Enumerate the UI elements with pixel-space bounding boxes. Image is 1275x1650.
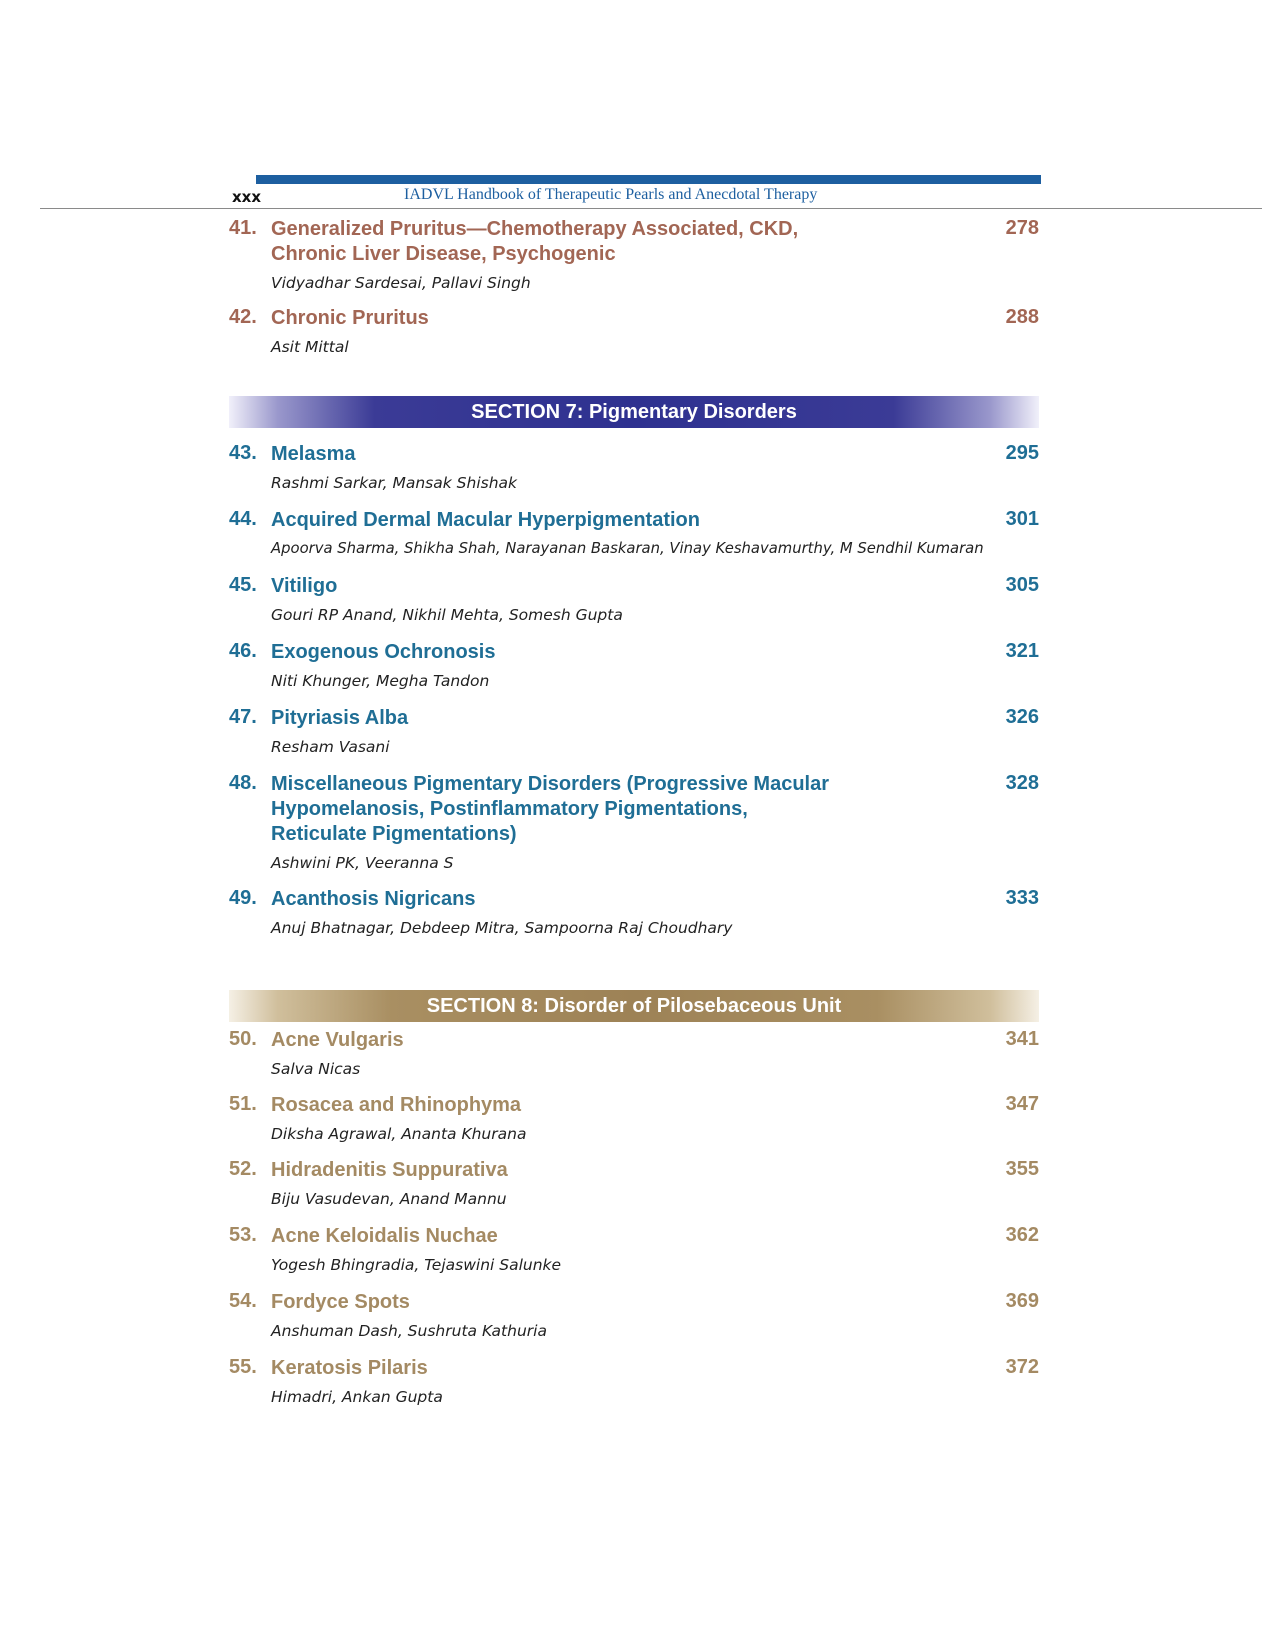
toc-entry[interactable] bbox=[229, 442, 1039, 493]
section-8-header bbox=[229, 990, 1039, 1022]
toc-entry[interactable] bbox=[229, 1224, 1039, 1275]
entry-page[interactable]: 326 bbox=[1005, 706, 1039, 728]
entry-number: 43. bbox=[229, 442, 257, 464]
header-top-bar bbox=[256, 175, 1041, 184]
entry-title[interactable]: Chronic Pruritus bbox=[271, 307, 429, 329]
entry-page[interactable]: 278 bbox=[1005, 217, 1039, 239]
toc-entry[interactable] bbox=[229, 1290, 1039, 1341]
entry-authors: Anshuman Dash, Sushruta Kathuria bbox=[271, 1322, 547, 1340]
entry-title[interactable]: Hidradenitis Suppurativa bbox=[271, 1159, 508, 1181]
entry-page[interactable]: 321 bbox=[1005, 640, 1039, 662]
entry-title[interactable]: Exogenous Ochronosis bbox=[271, 641, 496, 663]
header-rule bbox=[40, 208, 1262, 209]
entry-title[interactable]: Acquired Dermal Macular Hyperpigmentation bbox=[271, 509, 700, 531]
entry-authors: Gouri RP Anand, Nikhil Mehta, Somesh Gupta bbox=[271, 606, 623, 624]
entry-authors: Ashwini PK, Veeranna S bbox=[271, 854, 454, 872]
entry-authors: Biju Vasudevan, Anand Mannu bbox=[271, 1190, 507, 1208]
entry-page[interactable]: 295 bbox=[1005, 442, 1039, 464]
section-7-title: SECTION 7: Pigmentary Disorders bbox=[471, 401, 797, 423]
toc-entry[interactable] bbox=[229, 508, 1039, 559]
entry-authors: Yogesh Bhingradia, Tejaswini Salunke bbox=[271, 1256, 562, 1274]
entry-number: 49. bbox=[229, 887, 257, 909]
entry-title[interactable]: Pityriasis Alba bbox=[271, 707, 409, 729]
entry-number: 46. bbox=[229, 640, 257, 662]
entry-authors: Salva Nicas bbox=[271, 1060, 361, 1078]
entry-page[interactable]: 369 bbox=[1005, 1290, 1039, 1312]
entry-number: 54. bbox=[229, 1290, 257, 1312]
toc-entry[interactable] bbox=[229, 217, 1039, 293]
entry-number: 45. bbox=[229, 574, 257, 596]
section-8-title: SECTION 8: Disorder of Pilosebaceous Unit bbox=[426, 995, 842, 1017]
entry-title[interactable]: Acanthosis Nigricans bbox=[271, 888, 476, 910]
section-7-header bbox=[229, 396, 1039, 428]
toc-entry[interactable] bbox=[229, 1356, 1039, 1407]
entry-title[interactable]: Melasma bbox=[271, 443, 356, 465]
entry-title[interactable]: Miscellaneous Pigmentary Disorders (Progressive Macular Hypomelanosis, Postinflammatory Pigmentations, Reticulate Pigmentations) bbox=[271, 773, 829, 845]
entry-number: 50. bbox=[229, 1028, 257, 1050]
entry-number: 52. bbox=[229, 1158, 257, 1180]
entry-page[interactable]: 355 bbox=[1005, 1158, 1039, 1180]
entry-number: 47. bbox=[229, 706, 257, 728]
entry-number: 48. bbox=[229, 772, 257, 794]
entry-authors: Diksha Agrawal, Ananta Khurana bbox=[271, 1125, 527, 1143]
toc-entry[interactable] bbox=[229, 1028, 1039, 1079]
toc-entry[interactable] bbox=[229, 1093, 1039, 1144]
entry-page[interactable]: 362 bbox=[1005, 1224, 1039, 1246]
entry-number: 42. bbox=[229, 306, 257, 328]
entry-title[interactable]: Generalized Pruritus—Chemotherapy Associated, CKD, Chronic Liver Disease, Psychogenic bbox=[271, 218, 799, 265]
entry-number: 55. bbox=[229, 1356, 257, 1378]
entry-page[interactable]: 328 bbox=[1005, 772, 1039, 794]
toc-entry[interactable] bbox=[229, 306, 1039, 357]
entry-authors: Rashmi Sarkar, Mansak Shishak bbox=[271, 474, 518, 492]
entry-page[interactable]: 333 bbox=[1005, 887, 1039, 909]
toc-entry[interactable] bbox=[229, 1158, 1039, 1209]
entry-page[interactable]: 301 bbox=[1005, 508, 1039, 530]
entry-title[interactable]: Acne Vulgaris bbox=[271, 1029, 404, 1051]
entry-page[interactable]: 372 bbox=[1005, 1356, 1039, 1378]
entry-title[interactable]: Rosacea and Rhinophyma bbox=[271, 1094, 522, 1116]
entry-authors: Vidyadhar Sardesai, Pallavi Singh bbox=[271, 274, 531, 292]
entry-number: 51. bbox=[229, 1093, 257, 1115]
toc-entry[interactable] bbox=[229, 887, 1039, 938]
toc-entry[interactable] bbox=[229, 574, 1039, 625]
entry-authors: Anuj Bhatnagar, Debdeep Mitra, Sampoorna Raj Choudhary bbox=[271, 919, 733, 937]
entry-title[interactable]: Keratosis Pilaris bbox=[271, 1357, 428, 1379]
entry-authors: Niti Khunger, Megha Tandon bbox=[271, 672, 490, 690]
entry-authors: Resham Vasani bbox=[271, 738, 390, 756]
running-title: IADVL Handbook of Therapeutic Pearls and Anecdotal Therapy bbox=[404, 186, 818, 203]
entry-title[interactable]: Vitiligo bbox=[271, 575, 338, 597]
entry-page[interactable]: 288 bbox=[1005, 306, 1039, 328]
page-number: xxx bbox=[232, 188, 262, 206]
entry-page[interactable]: 347 bbox=[1005, 1093, 1039, 1115]
entry-authors: Himadri, Ankan Gupta bbox=[271, 1388, 443, 1406]
entry-number: 41. bbox=[229, 217, 257, 239]
toc-entry[interactable] bbox=[229, 706, 1039, 757]
toc-entry[interactable] bbox=[229, 772, 1039, 873]
entry-page[interactable]: 305 bbox=[1005, 574, 1039, 596]
entry-page[interactable]: 341 bbox=[1005, 1028, 1039, 1050]
entry-number: 53. bbox=[229, 1224, 257, 1246]
entry-title[interactable]: Acne Keloidalis Nuchae bbox=[271, 1225, 498, 1247]
entry-authors: Asit Mittal bbox=[271, 338, 349, 356]
entry-authors: Apoorva Sharma, Shikha Shah, Narayanan Baskaran, Vinay Keshavamurthy, M Sendhil Kumaran bbox=[271, 540, 984, 557]
entry-number: 44. bbox=[229, 508, 257, 530]
toc-entry[interactable] bbox=[229, 640, 1039, 691]
entry-title[interactable]: Fordyce Spots bbox=[271, 1291, 410, 1313]
